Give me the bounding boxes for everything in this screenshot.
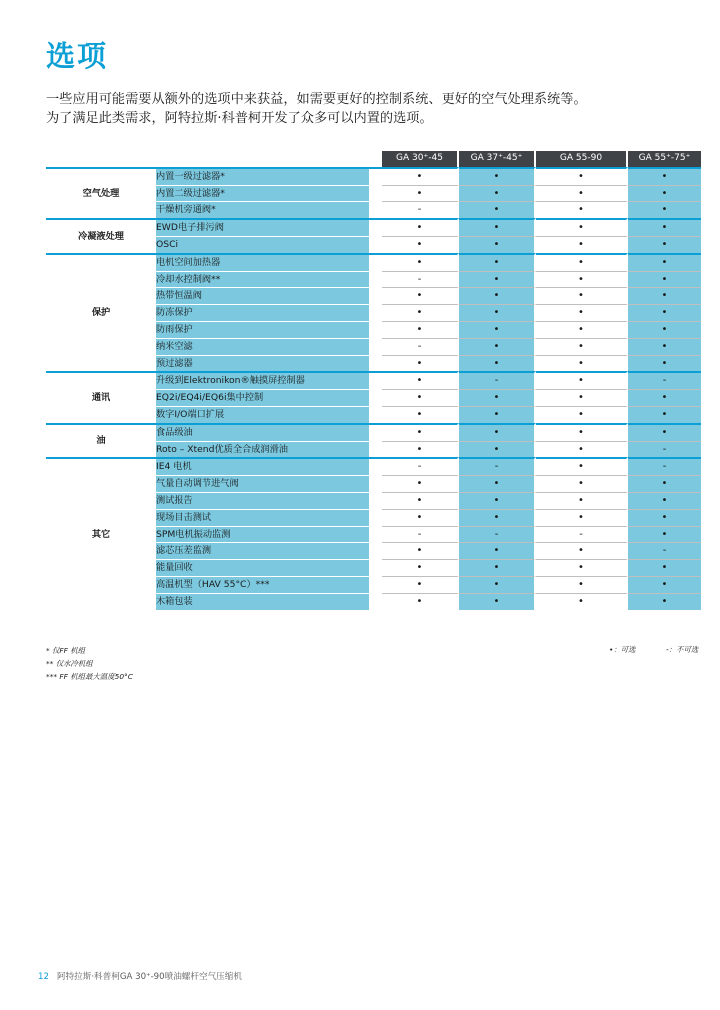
availability-cell: • <box>382 304 459 321</box>
option-name: 现场目击测试 <box>156 509 369 526</box>
footnote: * 仅FF 机组 <box>46 646 86 655</box>
row-spacer <box>369 287 382 304</box>
option-name: 木箱包装 <box>156 593 369 610</box>
option-name: 测试报告 <box>156 492 369 509</box>
option-name: 滤芯压差监测 <box>156 542 369 559</box>
availability-cell: • <box>459 201 536 218</box>
availability-cell: • <box>459 441 536 458</box>
availability-cell: • <box>382 576 459 593</box>
row-spacer <box>369 389 382 406</box>
availability-cell: • <box>382 371 459 389</box>
page-number: 12 <box>38 972 49 982</box>
option-name: Roto – Xtend优质全合成润滑油 <box>156 441 369 458</box>
option-name: 预过滤器 <box>156 355 369 372</box>
availability-cell: • <box>459 287 536 304</box>
availability-cell: - <box>628 371 701 389</box>
availability-cell: • <box>536 475 628 492</box>
availability-cell: • <box>382 475 459 492</box>
option-name: 内置一级过滤器* <box>156 167 369 185</box>
category-label: 油 <box>46 423 156 458</box>
availability-cell: - <box>382 526 459 543</box>
availability-cell: - <box>382 338 459 355</box>
availability-cell: • <box>459 218 536 236</box>
option-name: 气量自动调节进气阀 <box>156 475 369 492</box>
intro-text <box>46 90 686 128</box>
row-spacer <box>369 542 382 559</box>
availability-cell: • <box>628 338 701 355</box>
availability-cell: • <box>628 406 701 423</box>
row-spacer <box>369 559 382 576</box>
availability-cell: - <box>382 271 459 288</box>
availability-cell: • <box>536 236 628 253</box>
row-spacer <box>369 492 382 509</box>
availability-cell: - <box>628 542 701 559</box>
availability-cell: • <box>382 167 459 185</box>
availability-cell: • <box>628 492 701 509</box>
availability-cell: • <box>628 576 701 593</box>
availability-cell: • <box>459 389 536 406</box>
availability-cell: • <box>459 236 536 253</box>
availability-cell: • <box>459 406 536 423</box>
category-label: 冷凝液处理 <box>46 218 156 253</box>
availability-cell: • <box>536 271 628 288</box>
availability-cell: • <box>459 542 536 559</box>
availability-cell: • <box>628 423 701 441</box>
option-name: 能量回收 <box>156 559 369 576</box>
category-label: 保护 <box>46 253 156 372</box>
availability-cell: - <box>459 457 536 475</box>
option-name: 食品级油 <box>156 423 369 441</box>
availability-cell: • <box>536 287 628 304</box>
availability-cell: • <box>628 236 701 253</box>
availability-cell: • <box>536 593 628 610</box>
row-spacer <box>369 509 382 526</box>
category-label: 其它 <box>46 457 156 609</box>
availability-cell: - <box>459 526 536 543</box>
footnote: ** 仅水冷机组 <box>46 659 93 668</box>
availability-cell: • <box>536 201 628 218</box>
availability-cell: • <box>459 304 536 321</box>
availability-cell: • <box>459 423 536 441</box>
availability-cell: • <box>459 167 536 185</box>
row-spacer <box>369 185 382 202</box>
availability-cell: • <box>536 441 628 458</box>
availability-cell: • <box>459 271 536 288</box>
row-spacer <box>369 304 382 321</box>
row-spacer <box>369 441 382 458</box>
availability-cell: • <box>382 218 459 236</box>
availability-cell: • <box>628 271 701 288</box>
header-blank <box>46 151 156 167</box>
availability-cell: • <box>628 201 701 218</box>
availability-cell: • <box>628 218 701 236</box>
availability-cell: • <box>382 236 459 253</box>
model-header: GA 30⁺-45 <box>382 151 459 167</box>
option-name: EWD电子排污阀 <box>156 218 369 236</box>
availability-cell: • <box>536 167 628 185</box>
option-name: 冷却水控制阀** <box>156 271 369 288</box>
availability-cell: • <box>536 389 628 406</box>
option-name: 电机空间加热器 <box>156 253 369 271</box>
availability-cell: - <box>459 371 536 389</box>
availability-cell: • <box>382 185 459 202</box>
row-spacer <box>369 201 382 218</box>
page-footer <box>38 970 242 982</box>
row-spacer <box>369 475 382 492</box>
availability-cell: • <box>628 593 701 610</box>
availability-cell: - <box>628 457 701 475</box>
row-spacer <box>369 355 382 372</box>
availability-cell: - <box>382 201 459 218</box>
availability-cell: • <box>628 304 701 321</box>
table-row <box>46 253 701 271</box>
row-spacer <box>369 167 382 185</box>
availability-cell: • <box>382 492 459 509</box>
footnotes <box>46 644 133 683</box>
header-blank <box>369 151 382 167</box>
option-name: 干燥机旁通阀* <box>156 201 369 218</box>
availability-cell: • <box>382 509 459 526</box>
availability-cell: • <box>459 509 536 526</box>
option-name: IE4 电机 <box>156 457 369 475</box>
row-spacer <box>369 406 382 423</box>
availability-cell: • <box>536 304 628 321</box>
availability-cell: • <box>536 423 628 441</box>
availability-cell: • <box>382 355 459 372</box>
category-label: 空气处理 <box>46 167 156 218</box>
category-label: 通讯 <box>46 371 156 422</box>
availability-cell: • <box>382 389 459 406</box>
option-name: 高温机型（HAV 55°C）*** <box>156 576 369 593</box>
header-blank <box>156 151 369 167</box>
availability-cell: • <box>628 287 701 304</box>
availability-cell: • <box>382 321 459 338</box>
row-spacer <box>369 371 382 389</box>
availability-cell: • <box>459 576 536 593</box>
availability-cell: • <box>382 406 459 423</box>
option-name: EQ2i/EQ4i/EQ6i集中控制 <box>156 389 369 406</box>
option-name: 数字I/O端口扩展 <box>156 406 369 423</box>
availability-cell: • <box>382 423 459 441</box>
availability-cell: • <box>382 542 459 559</box>
option-name: 热带恒温阀 <box>156 287 369 304</box>
intro-line: 一些应用可能需要从额外的选项中来获益，如需要更好的控制系统、更好的空气处理系统等。 <box>46 92 587 107</box>
availability-cell: • <box>459 355 536 372</box>
row-spacer <box>369 338 382 355</box>
header-row <box>46 151 701 167</box>
option-name: 防冻保护 <box>156 304 369 321</box>
page-title: 选项 <box>46 39 109 73</box>
availability-cell: • <box>382 287 459 304</box>
availability-cell: • <box>536 576 628 593</box>
availability-cell: • <box>536 185 628 202</box>
availability-cell: • <box>536 457 628 475</box>
availability-cell: • <box>536 218 628 236</box>
table-row <box>46 423 701 441</box>
availability-cell: • <box>628 475 701 492</box>
availability-cell: • <box>536 492 628 509</box>
row-spacer <box>369 271 382 288</box>
table-row <box>46 457 701 475</box>
availability-cell: • <box>459 185 536 202</box>
row-spacer <box>369 423 382 441</box>
model-header: GA 55⁺-75⁺ <box>628 151 701 167</box>
row-spacer <box>369 526 382 543</box>
availability-cell: • <box>536 509 628 526</box>
row-spacer <box>369 321 382 338</box>
availability-cell: • <box>628 185 701 202</box>
availability-cell: - <box>382 457 459 475</box>
availability-cell: • <box>459 593 536 610</box>
availability-cell: • <box>628 509 701 526</box>
availability-cell: • <box>536 559 628 576</box>
availability-cell: • <box>382 441 459 458</box>
option-name: OSCi <box>156 236 369 253</box>
footer-text: 阿特拉斯·科普柯GA 30⁺-90喷油螺杆空气压缩机 <box>56 972 242 982</box>
availability-cell: • <box>628 355 701 372</box>
intro-line: 为了满足此类需求，阿特拉斯·科普柯开发了众多可以内置的选项。 <box>46 111 433 126</box>
availability-cell: • <box>536 406 628 423</box>
availability-cell: • <box>536 338 628 355</box>
availability-cell: • <box>382 559 459 576</box>
availability-cell: • <box>628 253 701 271</box>
option-name: SPM电机振动监测 <box>156 526 369 543</box>
availability-cell: • <box>536 371 628 389</box>
availability-cell: • <box>536 542 628 559</box>
legend-unavailable: -：不可选 <box>666 645 699 654</box>
table-row <box>46 371 701 389</box>
availability-cell: - <box>536 526 628 543</box>
availability-cell: • <box>536 253 628 271</box>
row-spacer <box>369 576 382 593</box>
row-spacer <box>369 236 382 253</box>
footnote: *** FF 机组最大温度50°C <box>46 672 133 681</box>
option-name: 升级到Elektronikon®触摸屏控制器 <box>156 371 369 389</box>
availability-cell: • <box>382 593 459 610</box>
availability-cell: • <box>628 559 701 576</box>
availability-cell: • <box>536 321 628 338</box>
availability-cell: - <box>628 441 701 458</box>
model-header: GA 37⁺-45⁺ <box>459 151 536 167</box>
availability-cell: • <box>628 526 701 543</box>
model-header: GA 55-90 <box>536 151 628 167</box>
availability-cell: • <box>628 321 701 338</box>
legend-available: •：可选 <box>609 645 636 654</box>
availability-cell: • <box>628 167 701 185</box>
option-name: 纳米空滤 <box>156 338 369 355</box>
availability-cell: • <box>459 559 536 576</box>
table-row <box>46 167 701 185</box>
availability-cell: • <box>459 492 536 509</box>
option-name: 防雨保护 <box>156 321 369 338</box>
row-spacer <box>369 218 382 236</box>
availability-cell: • <box>459 475 536 492</box>
availability-cell: • <box>459 253 536 271</box>
row-spacer <box>369 593 382 610</box>
availability-cell: • <box>459 338 536 355</box>
availability-cell: • <box>536 355 628 372</box>
availability-cell: • <box>628 389 701 406</box>
table-row <box>46 218 701 236</box>
options-table <box>46 151 701 610</box>
row-spacer <box>369 253 382 271</box>
row-spacer <box>369 457 382 475</box>
availability-cell: • <box>459 321 536 338</box>
option-name: 内置二级过滤器* <box>156 185 369 202</box>
availability-cell: • <box>382 253 459 271</box>
